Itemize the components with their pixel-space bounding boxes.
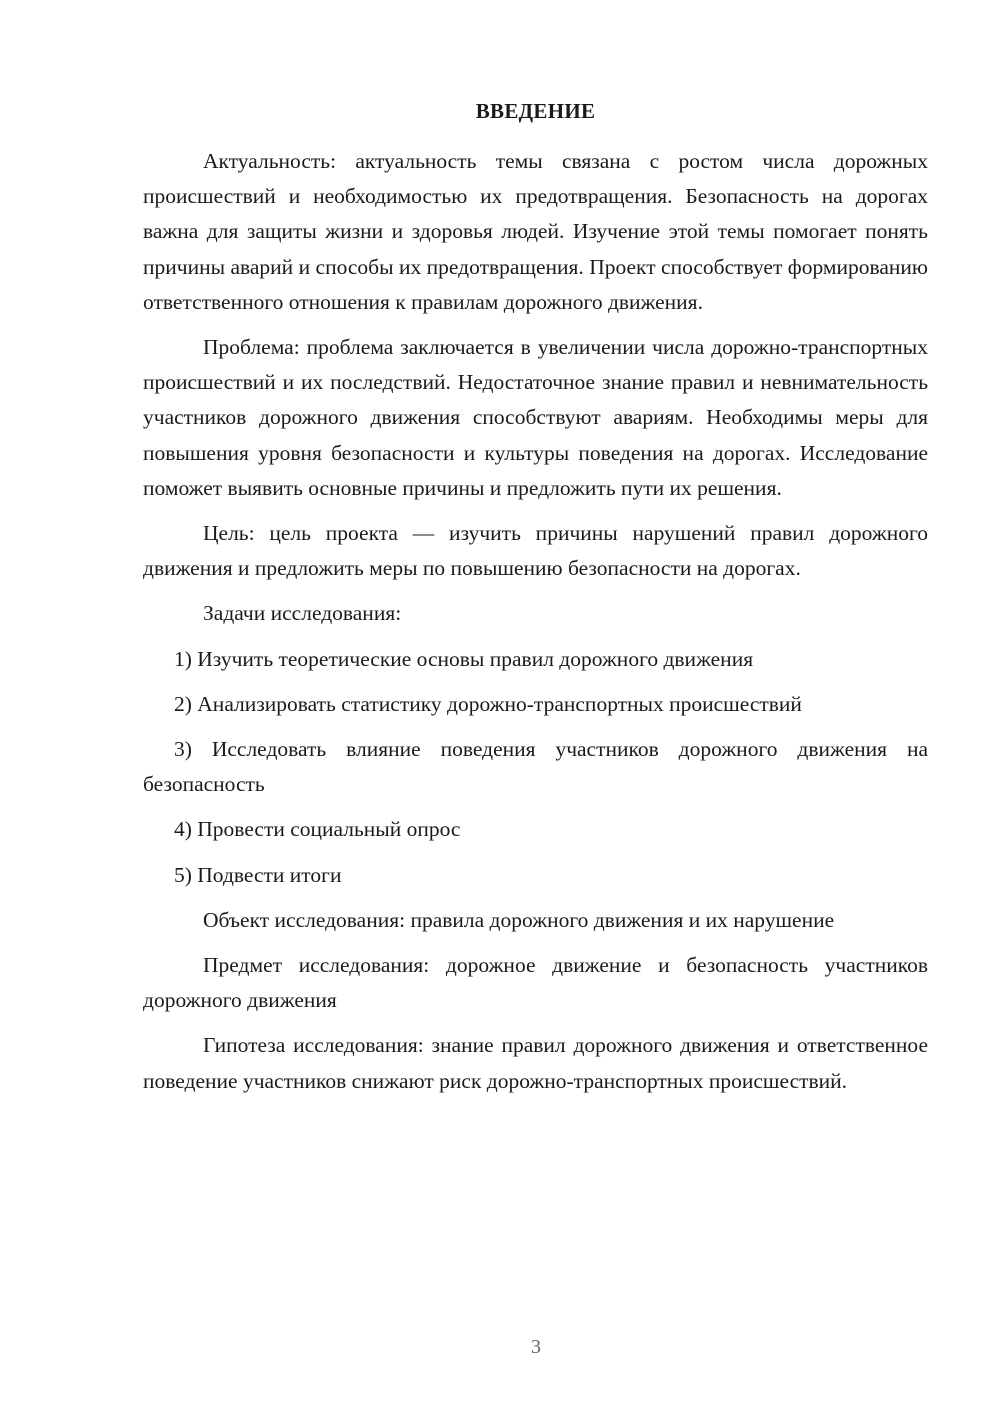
task-item-4: 4) Провести социальный опрос bbox=[174, 817, 461, 842]
goal-paragraph: Цель: цель проекта — изучить причины нарушений правил дорожного движения и предложить меры по повышению безопасности на дорогах. bbox=[143, 521, 928, 581]
document-page bbox=[143, 96, 928, 1099]
object-paragraph: Объект исследования: правила дорожного движения и их нарушение bbox=[203, 907, 835, 932]
page-title: ВВЕДЕНИЕ bbox=[475, 99, 596, 123]
task-item-5: 5) Подвести итоги bbox=[174, 862, 342, 887]
hypothesis-paragraph: Гипотеза исследования: знание правил дорожного движения и ответственное поведение участников снижают риск дорожно-транспортных происшествий. bbox=[143, 1033, 928, 1093]
task-item-2: 2) Анализировать статистику дорожно-транспортных происшествий bbox=[174, 691, 802, 716]
subject-paragraph: Предмет исследования: дорожное движение и безопасность участников дорожного движения bbox=[143, 953, 928, 1013]
problem-paragraph: Проблема: проблема заключается в увеличении числа дорожно-транспортных происшествий и их последствий. Недостаточное знание правил и невнимательность участников дорожного движения способствуют авариям. Необходимы меры для повышения уровня безопасности и культуры поведения на дорогах. Исследование поможет выявить основные причины и предложить пути их решения. bbox=[143, 335, 928, 500]
tasks-heading: Задачи исследования: bbox=[203, 601, 402, 626]
relevance-paragraph: Актуальность: актуальность темы связана с ростом числа дорожных происшествий и необходимостью их предотвращения. Безопасность на дорогах важна для защиты жизни и здоровья людей. Изучение этой темы помогает понять причины аварий и способы их предотвращения. Проект способствует формированию ответственного отношения к правилам дорожного движения. bbox=[143, 149, 928, 314]
page-number: 3 bbox=[531, 1336, 541, 1358]
task-item-1: 1) Изучить теоретические основы правил дорожного движения bbox=[174, 646, 754, 671]
task-item-3: 3) Исследовать влияние поведения участников дорожного движения на безопасность bbox=[143, 737, 928, 797]
